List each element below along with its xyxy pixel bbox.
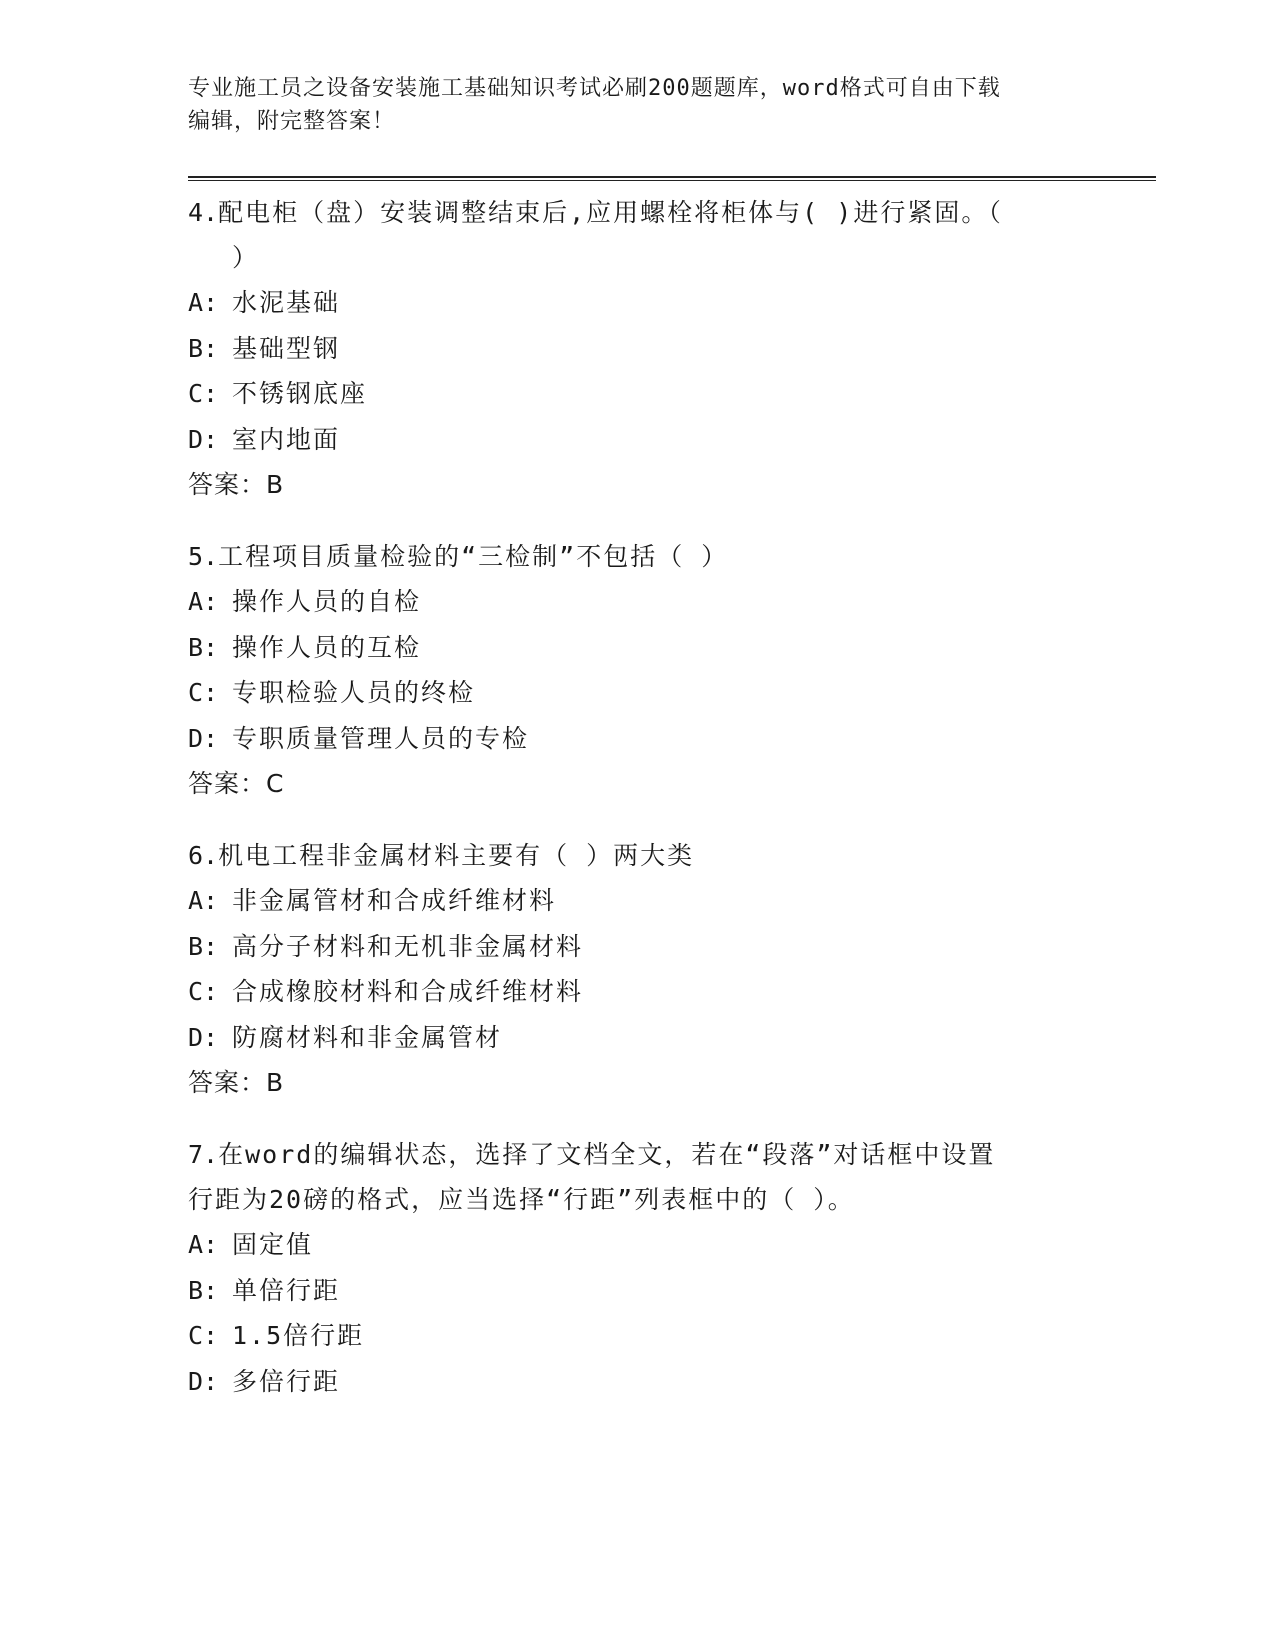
option-key: B: [188, 632, 219, 662]
option-b [188, 326, 1088, 372]
question-text: 在word的编辑状态，选择了文档全文，若在“段落”对话框中设置 [218, 1140, 996, 1169]
option-d [188, 1015, 1088, 1061]
option-b [188, 924, 1088, 970]
option-text: 不锈钢底座 [232, 379, 368, 408]
header-divider [188, 176, 1156, 181]
option-key: A: [188, 1230, 219, 1259]
question-stem [188, 833, 1088, 878]
option-key: C: [188, 379, 219, 408]
question-stem [188, 190, 1088, 280]
question-stem [188, 534, 1088, 579]
option-d [188, 1359, 1088, 1405]
question-stem [188, 1132, 1088, 1222]
option-key: C: [188, 977, 219, 1006]
option-c [188, 670, 1088, 716]
option-text: 操作人员的互检 [232, 632, 422, 662]
option-key: A: [188, 587, 219, 616]
option-key: A: [188, 886, 219, 915]
option-key: B: [188, 1275, 219, 1305]
question-7 [188, 1132, 1088, 1404]
option-d [188, 716, 1088, 762]
option-text: 防腐材料和非金属管材 [232, 1022, 503, 1052]
option-text: 多倍行距 [232, 1366, 341, 1396]
question-4 [188, 190, 1088, 507]
option-key: D: [188, 723, 219, 753]
question-number: 7. [188, 1140, 219, 1169]
answer-line: 答案：C [188, 769, 285, 798]
question-number: 6. [188, 841, 219, 870]
document-header [188, 72, 1088, 138]
option-c [188, 969, 1088, 1015]
question-number: 4. [188, 198, 219, 227]
option-text: 室内地面 [232, 424, 341, 454]
option-key: D: [188, 1366, 219, 1396]
option-c [188, 371, 1088, 417]
option-key: C: [188, 1321, 219, 1350]
option-key: B: [188, 333, 219, 363]
option-text: 高分子材料和无机非金属材料 [232, 931, 584, 961]
question-6 [188, 833, 1088, 1105]
option-text: 专职质量管理人员的专检 [232, 723, 530, 753]
option-key: B: [188, 931, 219, 961]
option-text: 1.5倍行距 [232, 1321, 365, 1350]
option-text: 基础型钢 [232, 333, 341, 363]
option-a [188, 878, 1088, 924]
question-list [188, 190, 1088, 1431]
option-b [188, 625, 1088, 671]
option-key: A: [188, 288, 219, 317]
question-text-continuation: ） [232, 243, 260, 272]
option-a [188, 1222, 1088, 1268]
question-text: 配电柜（盘）安装调整结束后,应用螺栓将柜体与( )进行紧固。（ [218, 198, 1003, 227]
option-text: 合成橡胶材料和合成纤维材料 [232, 977, 584, 1006]
option-text: 水泥基础 [232, 288, 341, 317]
option-text: 固定值 [232, 1230, 314, 1259]
option-c [188, 1313, 1088, 1359]
option-a [188, 280, 1088, 326]
option-b [188, 1268, 1088, 1314]
option-key: D: [188, 1022, 219, 1052]
option-d [188, 417, 1088, 463]
header-title-line2: 编辑，附完整答案！ [188, 109, 396, 134]
option-a [188, 579, 1088, 625]
option-text: 专职检验人员的终检 [232, 678, 476, 707]
option-key: D: [188, 424, 219, 454]
question-text: 工程项目质量检验的“三检制”不包括（ ） [218, 542, 729, 571]
option-text: 操作人员的自检 [232, 587, 422, 616]
option-key: C: [188, 678, 219, 707]
header-title-line1: 专业施工员之设备安装施工基础知识考试必刷200题题库，word格式可自由下载 [188, 76, 1001, 101]
question-text-line2: 行距为20磅的格式，应当选择“行距”列表框中的（ ）。 [188, 1185, 855, 1214]
question-5 [188, 534, 1088, 806]
answer-line: 答案：B [188, 470, 285, 499]
option-text: 单倍行距 [232, 1275, 341, 1305]
question-number: 5. [188, 542, 219, 571]
option-text: 非金属管材和合成纤维材料 [232, 886, 557, 915]
answer-line: 答案：B [188, 1068, 285, 1097]
question-text: 机电工程非金属材料主要有（ ）两大类 [218, 841, 695, 870]
